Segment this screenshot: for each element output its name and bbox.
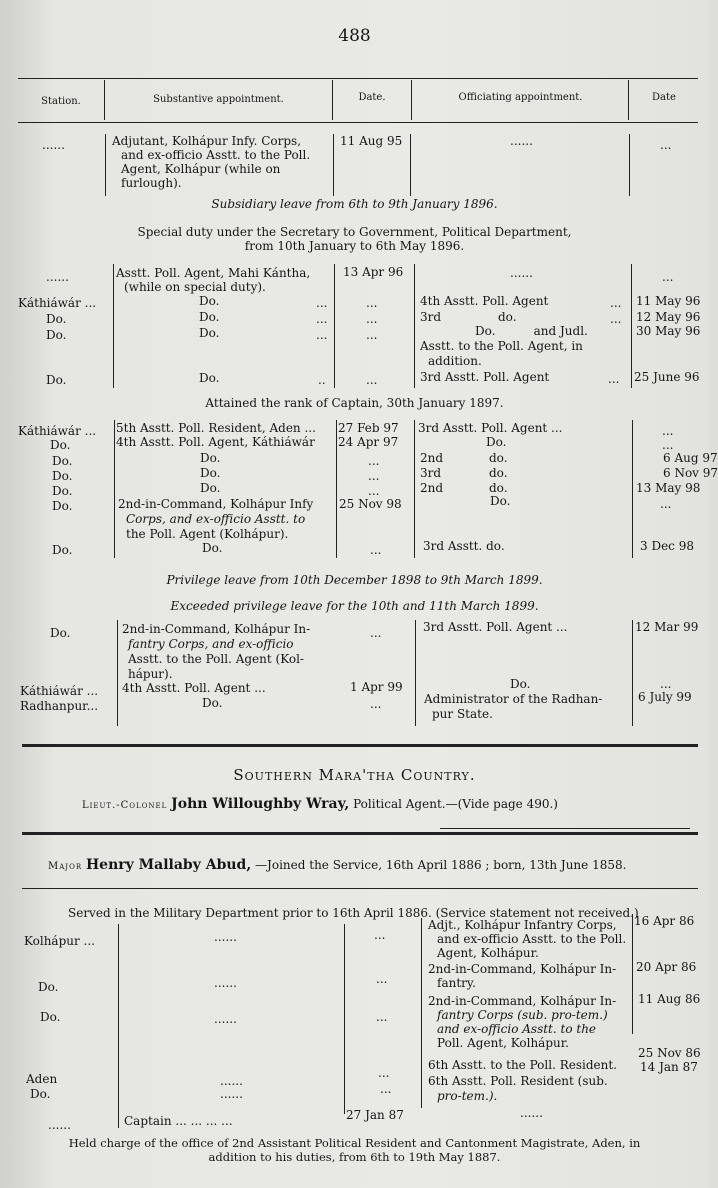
officiating-date-cell: 12 May 96 [636,310,701,324]
date-cell: 1 Apr 99 [350,680,403,694]
officiating-date-cell: 16 Apr 86 [634,914,695,928]
header-substantive: Substantive appointment. [153,94,284,105]
officiating-cell: Agent, Kolhápur. [437,946,539,960]
officiating-date-cell: 25 Nov 86 [638,1046,701,1060]
section-rule [22,744,698,747]
officer-line [48,858,626,874]
header-divider [332,80,333,120]
date-cell: ... [370,543,382,557]
officiating-cell: fantry Corps (sub. pro-tem.) [437,1008,608,1022]
column-rule [632,420,633,558]
date-cell: ... [368,484,380,498]
date-cell: ... [376,972,388,986]
officiating-cell: do. [489,451,508,465]
officiating-date-cell: 6 Aug 97 [663,451,718,465]
officiating-date-cell: ... [660,677,672,691]
officiating-date-cell: 14 Jan 87 [640,1060,698,1074]
station-cell: ...... [46,270,69,284]
officiating-cell: 3rd [420,466,442,480]
date-cell: ... [366,312,378,326]
substantive-cell: Captain ... ... ... ... [124,1114,233,1128]
date-cell: ... [380,1082,392,1096]
substantive-cell: ...... [220,1074,243,1088]
header-date: Date. [358,92,386,103]
substantive-cell: Corps, and ex-officio Asstt. to [126,512,306,526]
date-cell: ... [366,328,378,342]
station-cell: Kolhápur ... [24,934,95,948]
substantive-cell: ...... [214,976,237,990]
officiating-cell: and ex-officio Asstt. to the [437,1022,597,1036]
officiating-cell: Asstt. to the Poll. Agent, in [420,339,583,353]
substantive-cell: 2nd-in-Command, Kolhápur Infy [118,497,314,511]
note: from 10th January to 6th May 1896. [244,239,465,253]
officiating-cell: ...... [510,266,533,280]
date-cell: 13 Apr 96 [343,265,404,279]
header-officiating: Officiating appointment. [458,92,583,103]
station-cell: Do. [46,373,67,387]
station-cell: ...... [42,138,65,152]
date-cell: ... [368,469,380,483]
station-cell: Do. [52,469,73,483]
officiating-cell: 2nd-in-Command, Kolhápur In- [428,994,617,1008]
page-number: 488 [338,26,371,46]
substantive-cell: Do. [199,371,220,385]
column-rule [336,420,337,558]
date-cell: 11 Aug 95 [340,134,403,148]
officiating-cell: 2nd [420,481,444,495]
substantive-cell: ...... [214,1012,237,1026]
column-rule [118,924,119,1128]
officiating-cell: and ex-officio Asstt. to the Poll. [437,932,627,946]
officiating-cell: 3rd Asstt. Poll. Agent ... [423,620,568,634]
officiating-cell: Do. [490,494,511,508]
substantive-cell: furlough). [121,176,182,190]
section-rule [22,832,698,835]
column-rule [334,264,335,388]
header-bottom-rule [18,122,698,123]
substantive-cell: fantry Corps, and ex-officio [128,637,294,651]
substantive-cell: Asstt. to the Poll. Agent (Kol- [128,652,304,666]
note: Exceeded privilege leave for the 10th and 11th March 1899. [170,599,539,613]
officiating-cell: 3rd Asstt. Poll. Agent ... [418,421,563,435]
substantive-cell: hápur). [128,667,173,681]
officiating-date-cell: 6 July 99 [638,690,692,704]
station-cell: Do. [46,312,67,326]
note: Held charge of the office of 2nd Assistant Political Resident and Cantonment Magistrate, Aden, in [68,1136,641,1150]
date-cell: ... [374,928,386,942]
date-cell: 27 Feb 97 [338,421,399,435]
substantive-cell: 4th Asstt. Poll. Agent, Káthiáwár [116,435,315,449]
substantive-cell: ...... [214,930,237,944]
date-cell: ... [370,626,382,640]
station-cell: Káthiáwár ... [18,296,97,310]
date-cell: 27 Jan 87 [346,1108,404,1122]
station-cell: Do. [46,328,67,342]
officiating-date-cell: 30 May 96 [636,324,701,338]
column-rule [333,134,334,196]
substantive-cell: Do. [199,310,220,324]
officer-rank: Lieut.-Colonel [82,800,168,811]
officiating-cell: Do. and Judl. [475,324,588,338]
date-cell: ... [376,1010,388,1024]
station-cell: Do. [52,499,73,513]
officer-name: John Willoughby Wray, [171,796,350,812]
header-divider [628,80,629,120]
section-title: Southern Mara'tha Country. [233,766,476,784]
officer-detail: —Joined the Service, 16th April 1886 ; born, 13th June 1858. [255,858,627,872]
station-cell: Do. [52,484,73,498]
service-intro: Served in the Military Department prior to 16th April 1886. (Service statement not received.) [68,906,639,920]
substantive-cell: Do. [200,451,221,465]
officiating-cell: ...... [510,134,533,148]
column-rule [629,134,630,196]
officer-name: Henry Mallaby Abud, [85,857,252,873]
officiating-cell: fantry. [437,976,476,990]
substantive-cell: 5th Asstt. Poll. Resident, Aden ... [116,421,316,435]
officiating-date-cell: 3 Dec 98 [640,539,694,553]
column-rule [114,420,115,558]
substantive-cell: Asstt. Poll. Agent, Mahi Kántha, [116,266,311,280]
column-rule [414,420,415,558]
column-rule [632,620,633,726]
date-cell: 24 Apr 97 [338,435,399,449]
column-rule [632,914,633,1034]
column-rule [105,134,106,196]
substantive-cell: Do. [202,696,223,710]
officiating-cell: 3rd [420,310,442,324]
officiating-cell: Administrator of the Radhan- [424,692,603,706]
column-rule [631,264,632,388]
document-page: 488 Station. Substantive appointment. Date. Officiating appointment. Date ...... Adjutant, Kolhápur Infy. Corps, and ex-officio Asstt. to the Poll. Agent, Kolhápur (while on furlough). 11 Aug 95 ...... ... Subsidiary leave from 6th to 9th January 1896. Special duty under the Secretary to Government, Political Department, from 10th January to 6th May 1896. ...... Asstt. Poll. Agent, Mahi Kántha, (while on special duty). 13 Apr 96 ...... ... Káthiáwár ... Do. ... ... 4th Asstt. Poll. Agent ... 11 May 96 Do. Do. ... ... 3rd do. ... 12 May 96 Do. Do. ... ... Do. and Judl. Asstt. to the Poll. Agent, in addition. 30 May 96 Do. Do. .. ... 3rd Asstt. Poll. Agent ... 25 June 96 Attained the rank of Captain, 30th January 1897. Káthiáwár ... 5th Asstt. Poll. Resident, Aden ... 27 Feb 97 3rd Asstt. Poll. Agent ... ... Do. 4th Asstt. Poll. Agent, Káthiáwár 24 Apr 97 Do. ... Do. Do. ... 2nd do. 6 Aug 97 Do. Do. ... 3rd do. 6 Nov 97 Do. Do. ... 2nd do. 13 May 98 Do. 2nd-in-Command, Kolhápur Infy Corps, and ex-officio Asstt. to the Poll. Agent (Kolhápur). 25 Nov 98 Do. ... Do. Do. ... 3rd Asstt. do. 3 Dec 98 Privilege leave from 10th December 1898 to 9th March 1899. Exceeded privilege leave for the 10th and 11th March 1899. Do. 2nd-in-Command, Kolhápur In- fantry Corps, and ex-officio Asstt. to the Poll. Agent (Kol- hápur). ... 3rd Asstt. Poll. Agent ... 12 Mar 99 Káthiáwár ... 4th Asstt. Poll. Agent ... 1 Apr 99 Do. ... Radhanpur... Do. ... Administrator of the Radhan- pur State. 6 July 99 Southern Mara'tha Country. Lieut.-Colonel John Willoughby Wray, Political Agent.—(Vide page 490.) Major Henry Mallaby Abud, —Joined the Service, 16th April 1886 ; born, 13th June 1858. Served in the Military Department prior to 16th April 1886. (Service statement not received.) Kolhápur ... ...... ... Adjt., Kolhápur Infantry Corps, and ex-officio Asstt. to the Poll. Agent, Kolhápur. 16 Apr 86 Do. ...... ... 2nd-in-Command, Kolhápur In- fantry. 20 Apr 86 Do. ...... ... 2nd-in-Command, Kolhápur In- fantry Corps (sub. pro-tem.) and ex-officio Asstt. to the Poll. Agent, Kolhápur. 11 Aug 86 Aden ...... ... 6th Asstt. to the Poll. Resident. 25 Nov 86 Do. ...... ... 6th Asstt. Poll. Resident (sub. pro-tem.). 14 Jan 87 ...... Captain ... ... ... ... 27 Jan 87 ...... Held charge of the office of 2nd Assistant Political Resident and Cantonment Magistrate, Aden, in addition to his duties, from 6th to 19th May 1887. [0,0,709,1188]
substantive-cell: and ex-officio Asstt. to the Poll. [121,148,311,162]
station-cell: Radhanpur... [20,699,99,713]
officiating-date-cell: 11 Aug 86 [638,992,701,1006]
header-station: Station. [41,96,81,107]
officiating-date-cell: ... [662,424,674,438]
station-cell: Káthiáwár ... [18,424,97,438]
officiating-date-cell: 12 Mar 99 [635,620,699,634]
officiating-cell: do. [489,466,508,480]
officiating-cell: pro-tem.). [437,1089,498,1103]
substantive-cell: ...... [220,1087,243,1101]
substantive-cell: Do. [202,541,223,555]
station-cell: Do. [30,1087,51,1101]
officiating-cell: 3rd Asstt. do. [423,539,505,553]
officiating-date-cell: ... [662,438,674,452]
column-rule [414,264,415,388]
officiating-cell: 4th Asstt. Poll. Agent [420,294,549,308]
officiating-date-cell: 11 May 96 [636,294,701,308]
note: Privilege leave from 10th December 1898 to 9th March 1899. [166,573,543,587]
station-cell: Do. [50,626,71,640]
station-cell: Do. [40,1010,61,1024]
officiating-cell: addition. [428,354,482,368]
station-cell: Do. [52,543,73,557]
column-rule [421,918,422,1108]
officer-line [82,797,558,813]
officiating-cell: Adjt., Kolhápur Infantry Corps, [428,918,617,932]
officiating-cell: pur State. [432,707,493,721]
officiating-cell: 3rd Asstt. Poll. Agent [420,370,550,384]
station-cell: Káthiáwár ... [20,684,99,698]
table-rule [22,888,698,889]
officiating-cell: 6th Asstt. to the Poll. Resident. [428,1058,617,1072]
station-cell: Do. [52,454,73,468]
officiating-cell: 2nd-in-Command, Kolhápur In- [428,962,617,976]
officiating-date-cell: 20 Apr 86 [636,960,697,974]
officiating-cell: ...... [520,1106,543,1120]
substantive-cell: Do. [200,466,221,480]
column-rule [415,620,416,726]
station-cell: Do. [38,980,59,994]
officiating-date-cell: 6 Nov 97 [663,466,718,480]
officiating-date-cell: ... [662,270,674,284]
officiating-cell: Do. [510,677,531,691]
substantive-cell: 4th Asstt. Poll. Agent ... [122,681,266,695]
column-rule [113,264,114,388]
officiating-cell: do. [489,481,508,495]
date-cell: ... [366,296,378,310]
officiating-date-cell: ... [660,497,672,511]
substantive-cell: Agent, Kolhápur (while on [121,162,281,176]
officiating-cell: 6th Asstt. Poll. Resident (sub. [428,1074,608,1088]
note: Subsidiary leave from 6th to 9th January 1896. [211,197,498,211]
substantive-cell: Do. [199,326,220,340]
substantive-cell: (while on special duty). [124,280,266,294]
officiating-cell: Do. [486,435,507,449]
substantive-cell: the Poll. Agent (Kolhápur). [126,527,289,541]
date-cell: ... [366,373,378,387]
officer-detail: Political Agent.—(Vide page 490.) [353,797,558,811]
note: Special duty under the Secretary to Government, Political Department, [137,225,572,239]
note: Attained the rank of Captain, 30th January 1897. [205,396,504,410]
officiating-date-cell: 25 June 96 [634,370,700,384]
station-cell: ...... [48,1118,71,1132]
substantive-cell: 2nd-in-Command, Kolhápur In- [122,622,311,636]
substantive-cell: Adjutant, Kolhápur Infy. Corps, [112,134,302,148]
header-divider [104,80,105,120]
officiating-date-cell: 13 May 98 [636,481,701,495]
station-cell: Aden [26,1072,58,1086]
officiating-cell: Poll. Agent, Kolhápur. [437,1036,569,1050]
short-rule [440,828,690,829]
date-cell: ... [370,697,382,711]
header-divider [411,80,412,120]
date-cell: ... [378,1066,390,1080]
column-rule [117,620,118,726]
officiating-cell: 2nd [420,451,444,465]
header-date-2: Date [652,92,676,103]
column-rule [344,924,345,1114]
date-cell: ... [368,454,380,468]
note: addition to his duties, from 6th to 19th May 1887. [208,1150,501,1164]
officer-rank: Major [48,861,83,872]
date-cell: 25 Nov 98 [339,497,402,511]
officiating-date-cell: ... [660,138,672,152]
column-rule [410,134,411,196]
officiating-cell: do. [498,310,517,324]
substantive-cell: Do. [200,481,221,495]
station-cell: Do. [50,438,71,452]
substantive-cell: Do. [199,294,220,308]
header-top-rule [18,78,698,79]
